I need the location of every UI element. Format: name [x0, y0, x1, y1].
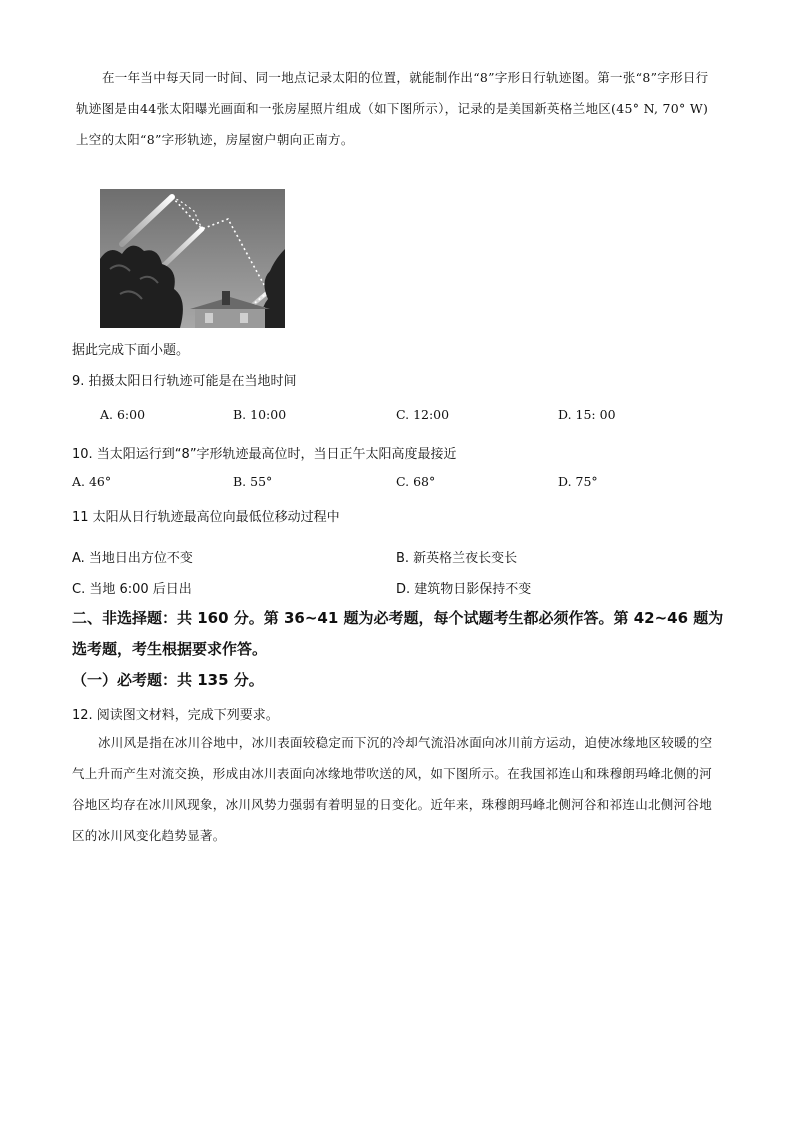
- question-9-option-d[interactable]: D. 15: 00: [558, 407, 616, 422]
- section-2-heading-line1: 二、非选择题：共 160 分。第 36~41 题为必考题，每个试题考生都必须作答。第 42~46 题为: [72, 609, 724, 627]
- analemma-photo: [100, 189, 285, 328]
- question-10-option-b[interactable]: B. 55°: [233, 474, 273, 489]
- question-11-stem: 11 太阳从日行轨迹最高位向最低位移动过程中: [72, 510, 340, 525]
- question-9-option-b[interactable]: B. 10:00: [233, 407, 287, 422]
- question-10-stem: 10. 当太阳运行到“8”字形轨迹最高位时，当日正午太阳高度最接近: [72, 447, 457, 462]
- question-10-option-a[interactable]: A. 46°: [72, 474, 112, 489]
- question-9-stem: 9. 拍摄太阳日行轨迹可能是在当地时间: [72, 374, 297, 389]
- question-9-option-a[interactable]: A. 6:00: [100, 407, 146, 422]
- instruction-text: 据此完成下面小题。: [72, 343, 190, 358]
- question-11-option-b[interactable]: B. 新英格兰夜长变长: [396, 551, 518, 566]
- question-12-material: 冰川风是指在冰川谷地中，冰川表面较稳定而下沉的冷却气流沿冰面向冰川前方运动，迫使冰缘地区较暖的空气上升而产生对流交换，形成由冰川表面向冰缘地带吹送的风，如下图所示。在我国祁连山和珠穆朗玛峰北侧的河谷地区均存在冰川风现象，冰川风势力强弱有着明显的日变化。近年来，珠穆朗玛峰北侧河谷和祁连山北侧河谷地区的冰川风变化趋势显著。: [72, 735, 713, 843]
- question-11-option-d[interactable]: D. 建筑物日影保持不变: [396, 582, 532, 597]
- intro-paragraph: 在一年当中每天同一时间、同一地点记录太阳的位置，就能制作出“8”字形日行轨迹图。第一张“8”字形日行轨迹图是由44张太阳曝光画面和一张房屋照片组成（如下图所示），记录的是美国新英格兰地区(45° N, 70° W)上空的太阳“8”字形轨迹，房屋窗户朝向正南方。: [76, 70, 709, 147]
- question-10-option-d[interactable]: D. 75°: [558, 474, 598, 489]
- section-2-heading-line2: 选考题，考生根据要求作答。: [72, 640, 268, 658]
- analemma-photo-graphic: [100, 189, 285, 328]
- question-11-option-a[interactable]: A. 当地日出方位不变: [72, 551, 193, 566]
- question-10-option-c[interactable]: C. 68°: [396, 474, 436, 489]
- section-2-subheading: （一）必考题：共 135 分。: [72, 671, 264, 689]
- question-12-stem: 12. 阅读图文材料，完成下列要求。: [72, 708, 279, 723]
- question-9-option-c[interactable]: C. 12:00: [396, 407, 450, 422]
- question-11-option-c[interactable]: C. 当地 6:00 后日出: [72, 582, 192, 597]
